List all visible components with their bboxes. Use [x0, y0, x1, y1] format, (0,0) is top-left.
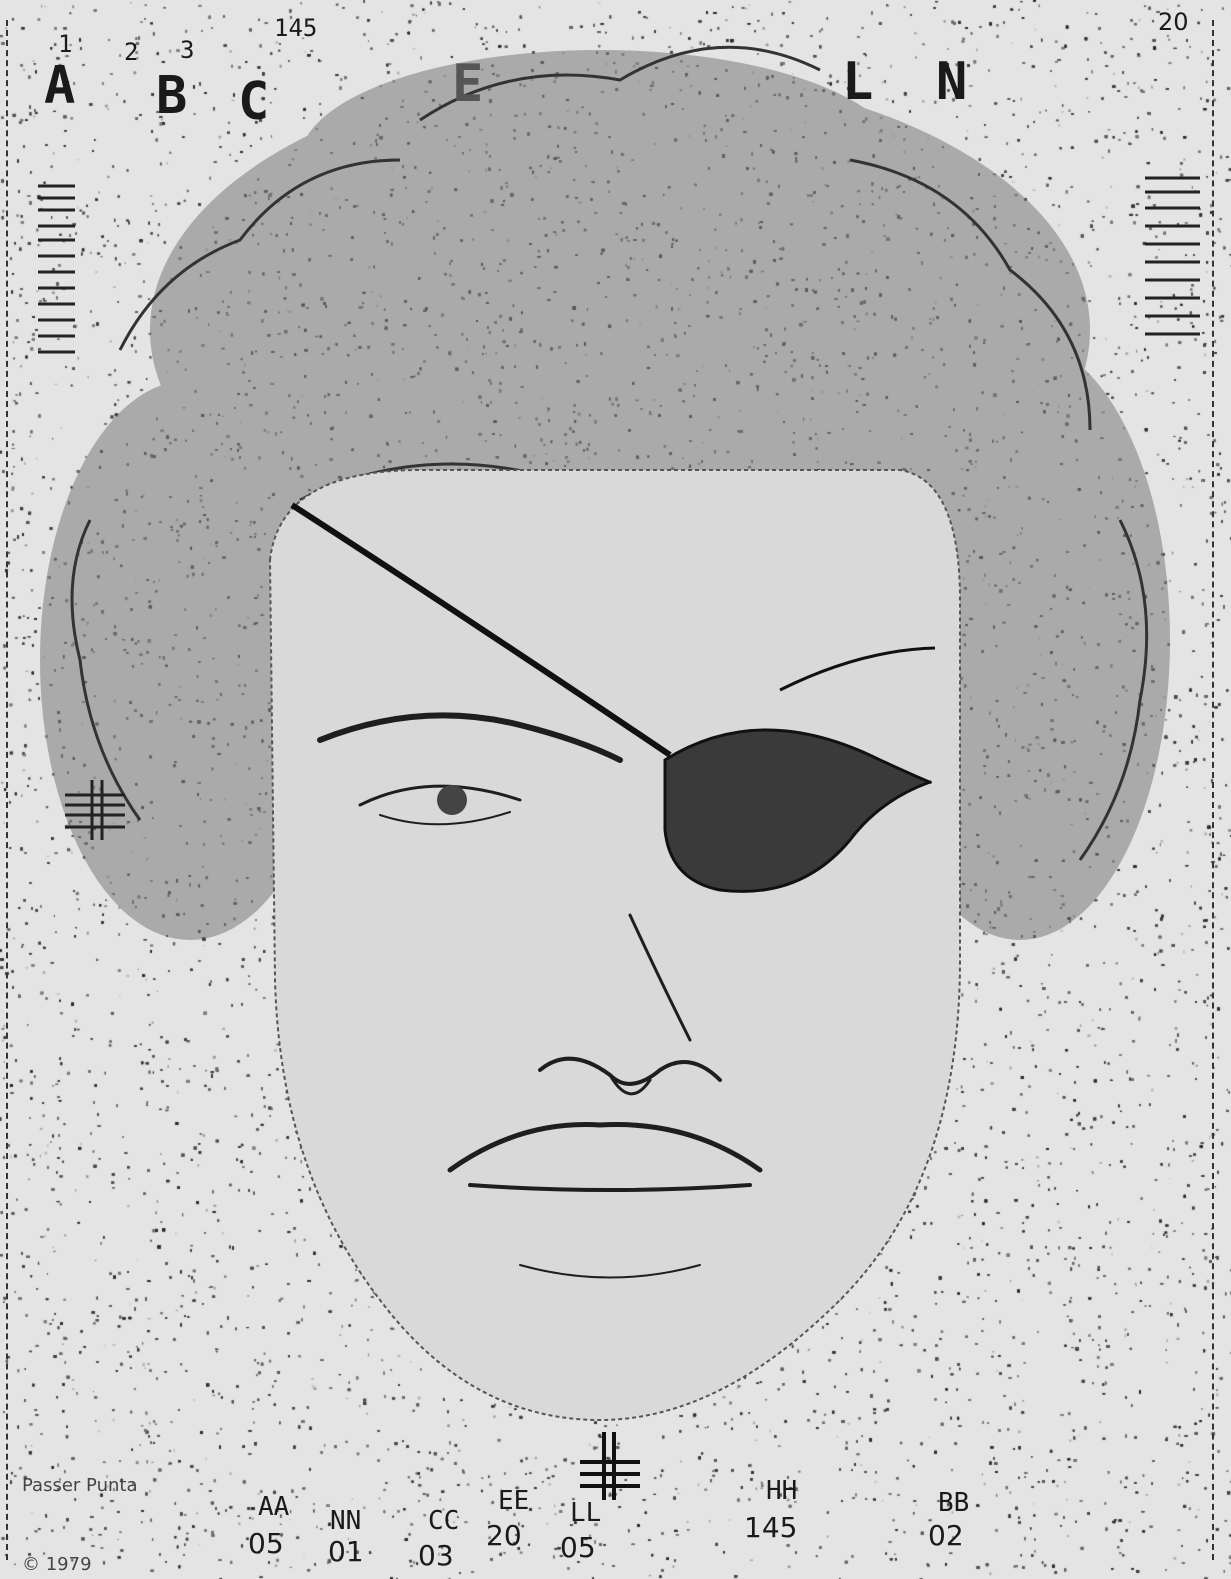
top-number-3: 3: [180, 36, 195, 64]
code-label-nn: NN: [330, 1506, 362, 1536]
crosshair-mark-icon: [580, 1432, 640, 1500]
right-frame-edge: [1212, 20, 1214, 1560]
feature-letter-e: E: [452, 54, 484, 114]
credit-line-3: © 1979: [22, 1554, 92, 1575]
feature-letter-n: N: [936, 52, 968, 112]
corner-number: 20: [1158, 8, 1189, 36]
code-value-ee: 20: [486, 1519, 522, 1552]
code-value-bb: 02: [928, 1519, 964, 1552]
code-value-ll: 05: [560, 1531, 596, 1564]
code-value-hh: 145: [744, 1511, 798, 1544]
code-label-bb: BB: [938, 1488, 970, 1518]
left-iris: [437, 785, 467, 815]
top-number-2: 2: [124, 38, 139, 66]
code-label-aa: AA: [258, 1492, 290, 1522]
top-number-1: 1: [58, 30, 73, 58]
code-value-nn: 01: [328, 1535, 364, 1568]
credit-line-1: Passer Punta: [22, 1475, 138, 1496]
code-value-aa: 05: [248, 1527, 284, 1560]
feature-letter-l: L: [842, 52, 874, 112]
left-ruler: [38, 186, 75, 352]
code-value-cc: 03: [418, 1539, 454, 1572]
code-label-cc: CC: [428, 1506, 460, 1536]
feature-letter-a: A: [44, 56, 76, 116]
left-frame-edge: [6, 20, 8, 1560]
code-label-hh: HH: [766, 1476, 798, 1506]
code-label-ll: LL: [570, 1498, 602, 1528]
code-label-ee: EE: [498, 1486, 530, 1516]
feature-letter-c: C: [238, 72, 270, 132]
right-ruler: [1145, 178, 1200, 334]
feature-letter-b: B: [156, 66, 188, 126]
top-code: 145: [274, 14, 318, 42]
artist-credit: [22, 1476, 137, 1574]
